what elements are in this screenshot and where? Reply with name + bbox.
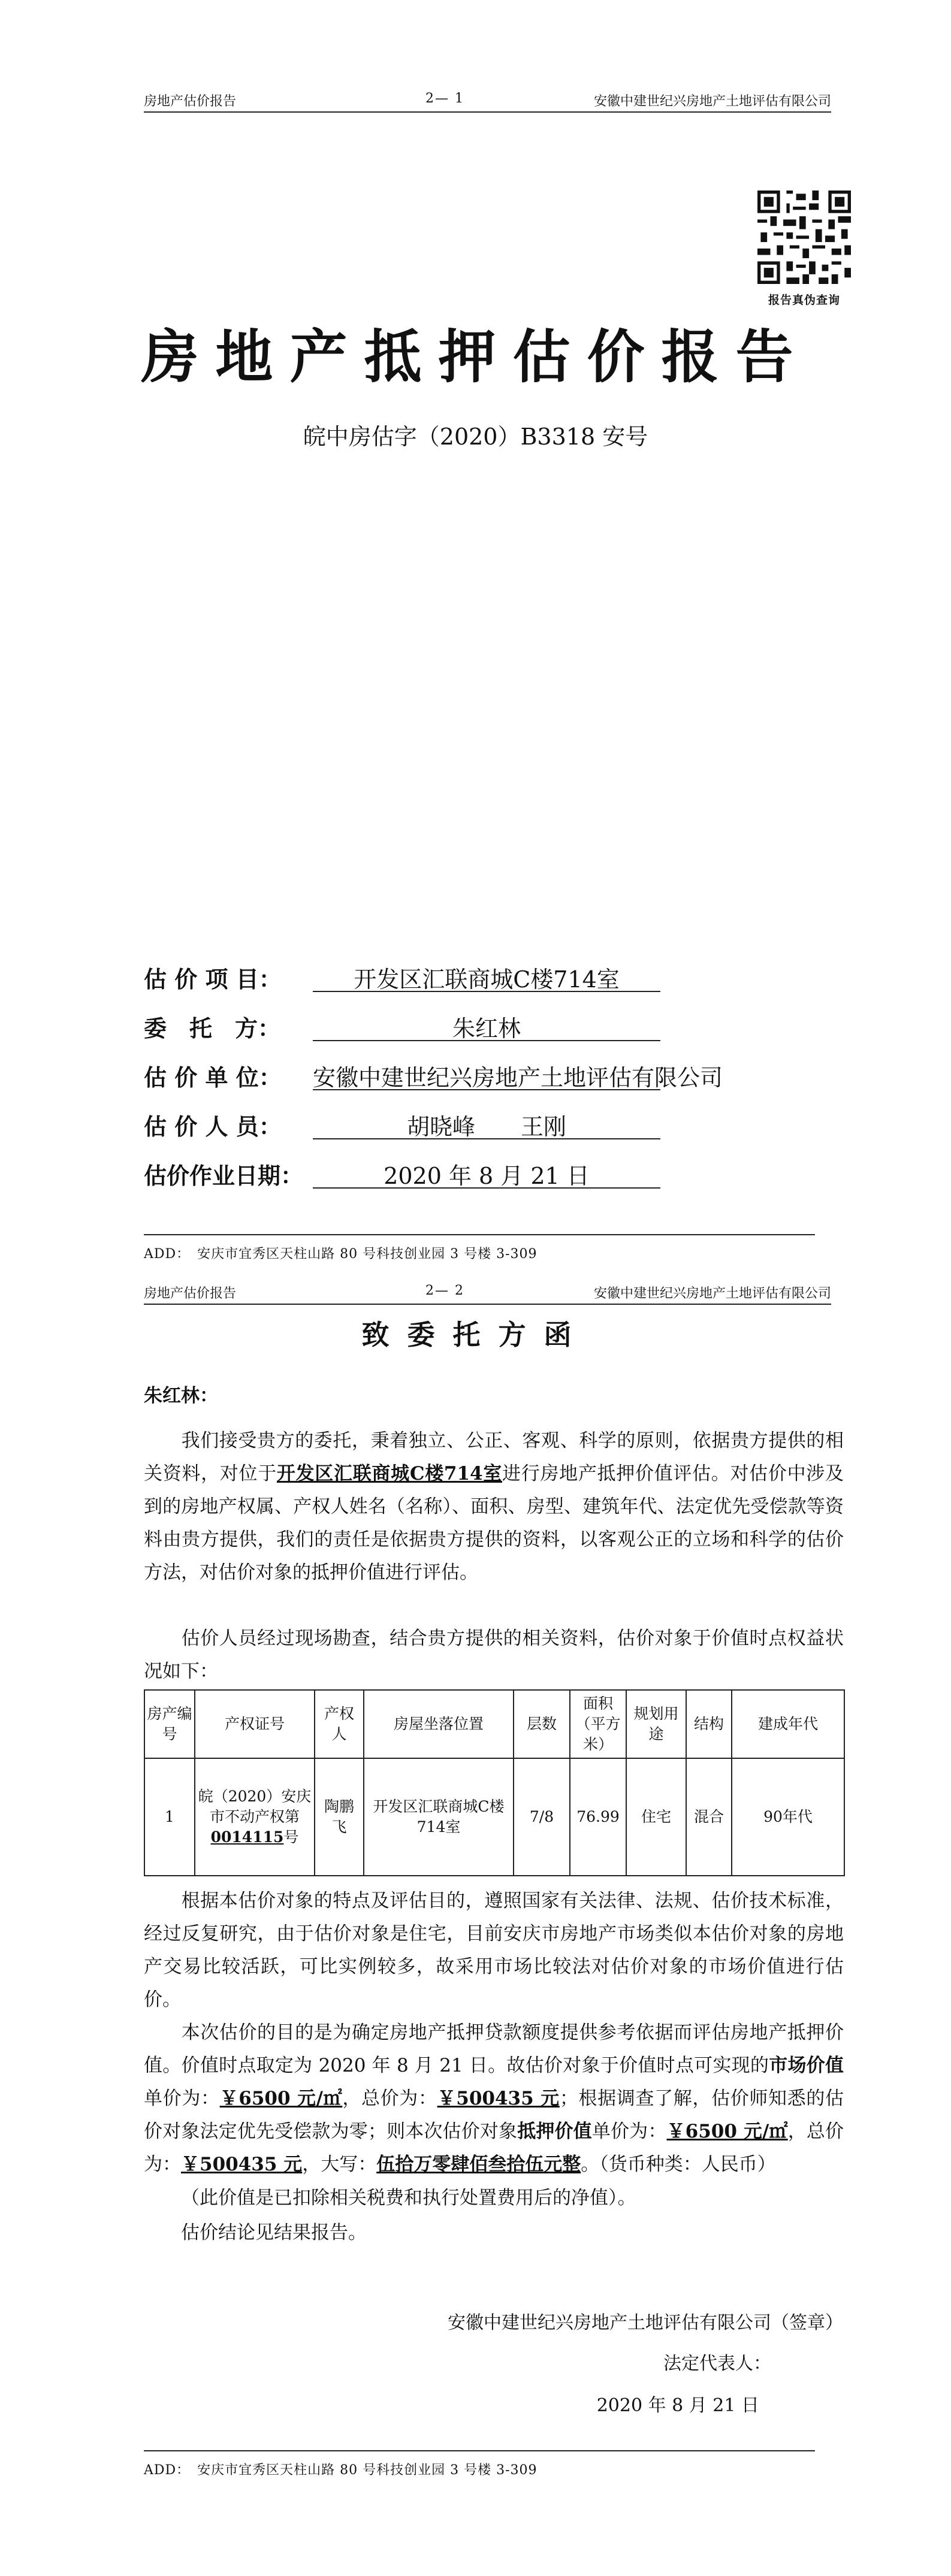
- field-value: 朱红林: [313, 1010, 660, 1041]
- letter-page: [0, 1276, 951, 2576]
- field-value: 2020 年 8 月 21 日: [313, 1157, 660, 1189]
- property-address: 开发区汇联商城C楼714室: [276, 1463, 503, 1484]
- cell-use: 住宅: [626, 1758, 686, 1876]
- table-header-row: [144, 1690, 844, 1758]
- header-report-name: 房地产估价报告: [144, 1286, 237, 1301]
- qr-code-icon[interactable]: [757, 191, 851, 284]
- header-page-number: 2— 2: [425, 1283, 464, 1298]
- column-header: 规划用途: [626, 1690, 686, 1758]
- paragraph-inspection: 估价人员经过现场勘查，结合贵方提供的相关资料，估价对象于价值时点权益状况如下：: [144, 1628, 844, 1682]
- paragraph-commission: 我们接受贵方的委托，秉着独立、公正、客观、科学的原则，依据贵方提供的相关资料，对位于开发区汇联商城C楼714室进行房地产抵押价值评估。对估价中涉及到的房地产权属、产权人姓名（名称）、面积、房型、建筑年代、法定优先受偿款等资料由贵方提供，我们的责任是依据贵方提供的资料，以客观公正的立场和科学的估价方法，对估价对象的抵押价值进行评估。: [144, 1430, 844, 1583]
- market-total-price: ￥500435 元: [437, 2088, 560, 2109]
- table-row: [144, 1758, 844, 1876]
- field-value: 开发区汇联商城C楼714室: [313, 961, 660, 992]
- mortgage-total-price: ￥500435 元: [181, 2154, 303, 2175]
- field-value: 胡晓峰 王刚: [313, 1108, 660, 1139]
- column-header: 房屋坐落位置: [364, 1690, 514, 1758]
- cell-location: 开发区汇联商城C楼714室: [364, 1758, 514, 1876]
- cell-structure: 混合: [686, 1758, 732, 1876]
- report-title: 房地产抵押估价报告: [141, 323, 810, 391]
- cell-area: 76.99: [570, 1758, 626, 1876]
- cover-page: [0, 0, 951, 1276]
- footer-rule: [144, 1234, 815, 1235]
- mortgage-unit-price: ￥6500 元/㎡: [666, 2121, 788, 2142]
- header-company: 安徽中建世纪兴房地产土地评估有限公司: [593, 94, 831, 109]
- salutation: 朱红林：: [144, 1385, 218, 1407]
- field-label: 估价作业日期：: [144, 1162, 304, 1189]
- paragraph-net-value: （此价值是已扣除相关税费和执行处置费用后的净值）。: [181, 2187, 636, 2209]
- signature-representative: 法定代表人：: [663, 2353, 771, 2374]
- header-report-name: 房地产估价报告: [144, 94, 237, 109]
- paragraph-method: 根据本估价对象的特点及评估目的，遵照国家有关法律、法规、估价技术标准，经过反复研究，由于估价对象是住宅，目前安庆市房地产市场类似本估价对象的房地产交易比较活跃，可比实例较多，故采用市场比较法对估价对象的市场价值进行估价。: [144, 1890, 844, 2010]
- field-label: 估 价 人 员：: [144, 1113, 282, 1140]
- column-header: 面积（平方米）: [570, 1690, 626, 1758]
- page-header: [144, 1276, 831, 1305]
- qr-verify-label: 报告真伪查询: [768, 294, 840, 307]
- letter-title: 致委托方函: [361, 1319, 590, 1351]
- footer-address: ADD： 安庆市宜秀区天柱山路 80 号科技创业园 3 号楼 3-309: [144, 1247, 538, 1262]
- paragraph-valuation: 本次估价的目的是为确定房地产抵押贷款额度提供参考依据而评估房地产抵押价值。价值时点取定为 2020 年 8 月 21 日。故估价对象于价值时点可实现的市场价值单价为：￥6500 元/㎡，总价为：￥500435 元；根据调查了解，估价师知悉的估价对象法定优先受偿款为零；则本次估价对象抵押价值单价为：￥6500 元/㎡，总价为：￥500435 元，大写：伍拾万零肆佰叁拾伍元整。（货币种类：人民币）: [144, 2022, 844, 2175]
- column-header: 层数: [514, 1690, 570, 1758]
- header-company: 安徽中建世纪兴房地产土地评估有限公司: [593, 1286, 831, 1301]
- signature-company: 安徽中建世纪兴房地产土地评估有限公司（签章）: [448, 2312, 843, 2333]
- page-header: [144, 84, 831, 113]
- cell-certificate: 皖（2020）安庆市不动产权第0014115号: [195, 1758, 315, 1876]
- signature-date: 2020 年 8 月 21 日: [596, 2395, 759, 2416]
- footer-address: ADD： 安庆市宜秀区天柱山路 80 号科技创业园 3 号楼 3-309: [144, 2463, 538, 2478]
- cell-year: 90年代: [732, 1758, 844, 1876]
- field-value: 安徽中建世纪兴房地产土地评估有限公司: [313, 1059, 660, 1090]
- field-label: 估 价 项 目：: [144, 966, 282, 993]
- cell-owner: 陶鹏飞: [315, 1758, 364, 1876]
- column-header: 产权人: [315, 1690, 364, 1758]
- amount-in-words: 伍拾万零肆佰叁拾伍元整: [376, 2154, 581, 2175]
- cell-floors: 7/8: [514, 1758, 570, 1876]
- market-unit-price: ￥6500 元/㎡: [219, 2088, 343, 2109]
- property-table: [144, 1689, 845, 1876]
- header-page-number: 2— 1: [425, 91, 464, 106]
- footer-rule: [144, 2450, 815, 2451]
- field-label: 估 价 单 位：: [144, 1064, 282, 1091]
- paragraph-conclusion: 估价结论见结果报告。: [181, 2222, 367, 2244]
- column-header: 房产编号: [144, 1690, 195, 1758]
- column-header: 产权证号: [195, 1690, 315, 1758]
- column-header: 结构: [686, 1690, 732, 1758]
- column-header: 建成年代: [732, 1690, 844, 1758]
- field-label: 委 托 方：: [144, 1015, 281, 1042]
- cell-id: 1: [144, 1758, 195, 1876]
- report-number: 皖中房估字（2020）B3318 安号: [303, 424, 648, 450]
